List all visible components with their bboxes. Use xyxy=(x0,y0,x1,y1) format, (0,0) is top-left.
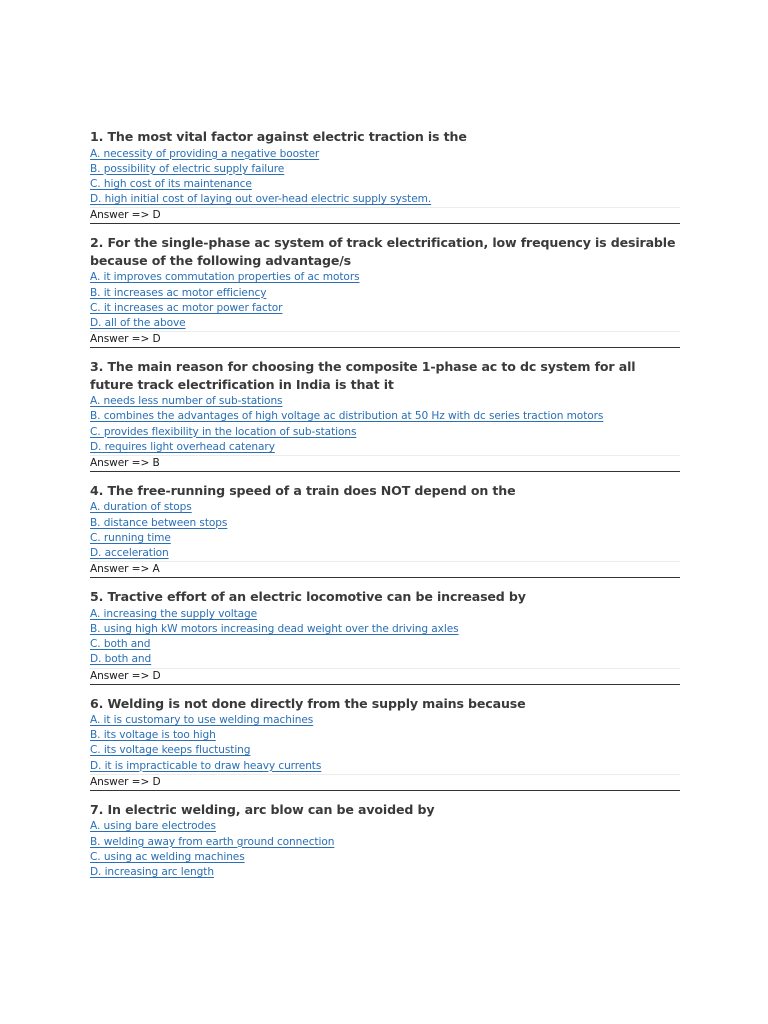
option-c-link[interactable]: C. high cost of its maintenance xyxy=(90,177,252,190)
question-title: 6. Welding is not done directly from the supply mains because xyxy=(90,695,526,711)
option-c-link[interactable]: C. both and xyxy=(90,638,151,651)
option-c-link[interactable]: C. its voltage keeps fluctusting xyxy=(90,744,251,757)
question-title: 4. The free-running speed of a train does NOT depend on the xyxy=(90,482,516,498)
question-title: 2. For the single-phase ac system of track electrification, low frequency is desirable because of the following advantage/s xyxy=(90,235,676,268)
option-a-link[interactable]: A. needs less number of sub-stations xyxy=(90,395,283,408)
answer-row: Answer => B xyxy=(90,455,680,472)
option-d-link[interactable]: D. both and xyxy=(90,653,152,666)
option-a-link[interactable]: A. it is customary to use welding machines xyxy=(90,714,314,727)
question-title: 5. Tractive effort of an electric locomotive can be increased by xyxy=(90,589,526,605)
option-a-link[interactable]: A. duration of stops xyxy=(90,501,192,514)
option-b-link[interactable]: B. using high kW motors increasing dead weight over the driving axles xyxy=(90,622,459,635)
option-b-link[interactable]: B. possibility of electric supply failure xyxy=(90,162,285,175)
option-d-link[interactable]: D. it is impracticable to draw heavy currents xyxy=(90,759,322,772)
question-2 xyxy=(90,234,680,348)
answer-row: Answer => A xyxy=(90,561,680,578)
question-1 xyxy=(90,128,680,224)
option-c-link[interactable]: C. running time xyxy=(90,531,171,544)
option-d-link[interactable]: D. high initial cost of laying out over-head electric supply system. xyxy=(90,193,432,206)
answer-row: Answer => D xyxy=(90,207,680,224)
question-title: 3. The main reason for choosing the composite 1-phase ac to dc system for all future track electrification in India is that it xyxy=(90,359,636,392)
question-title: 1. The most vital factor against electric traction is the xyxy=(90,129,467,144)
option-b-link[interactable]: B. it increases ac motor efficiency xyxy=(90,286,267,299)
option-b-link[interactable]: B. distance between stops xyxy=(90,516,228,529)
question-7 xyxy=(90,801,680,880)
document-body xyxy=(90,128,680,890)
question-4 xyxy=(90,482,680,578)
question-3 xyxy=(90,358,680,472)
option-c-link[interactable]: C. using ac welding machines xyxy=(90,850,245,863)
option-b-link[interactable]: B. welding away from earth ground connection xyxy=(90,835,335,848)
option-b-link[interactable]: B. its voltage is too high xyxy=(90,729,216,742)
option-b-link[interactable]: B. combines the advantages of high voltage ac distribution at 50 Hz with dc series traction motors xyxy=(90,410,604,423)
option-a-link[interactable]: A. necessity of providing a negative booster xyxy=(90,147,320,160)
option-c-link[interactable]: C. it increases ac motor power factor xyxy=(90,301,283,314)
option-a-link[interactable]: A. increasing the supply voltage xyxy=(90,607,258,620)
answer-row: Answer => D xyxy=(90,774,680,791)
question-5 xyxy=(90,588,680,684)
question-6 xyxy=(90,695,680,791)
option-d-link[interactable]: D. requires light overhead catenary xyxy=(90,440,275,453)
option-a-link[interactable]: A. using bare electrodes xyxy=(90,820,216,833)
question-title: 7. In electric welding, arc blow can be avoided by xyxy=(90,801,435,817)
option-d-link[interactable]: D. acceleration xyxy=(90,547,169,560)
option-c-link[interactable]: C. provides flexibility in the location of sub-stations xyxy=(90,425,357,438)
option-d-link[interactable]: D. all of the above xyxy=(90,316,186,329)
answer-row: Answer => D xyxy=(90,331,680,348)
option-d-link[interactable]: D. increasing arc length xyxy=(90,865,214,878)
answer-row: Answer => D xyxy=(90,668,680,685)
option-a-link[interactable]: A. it improves commutation properties of ac motors xyxy=(90,271,360,284)
